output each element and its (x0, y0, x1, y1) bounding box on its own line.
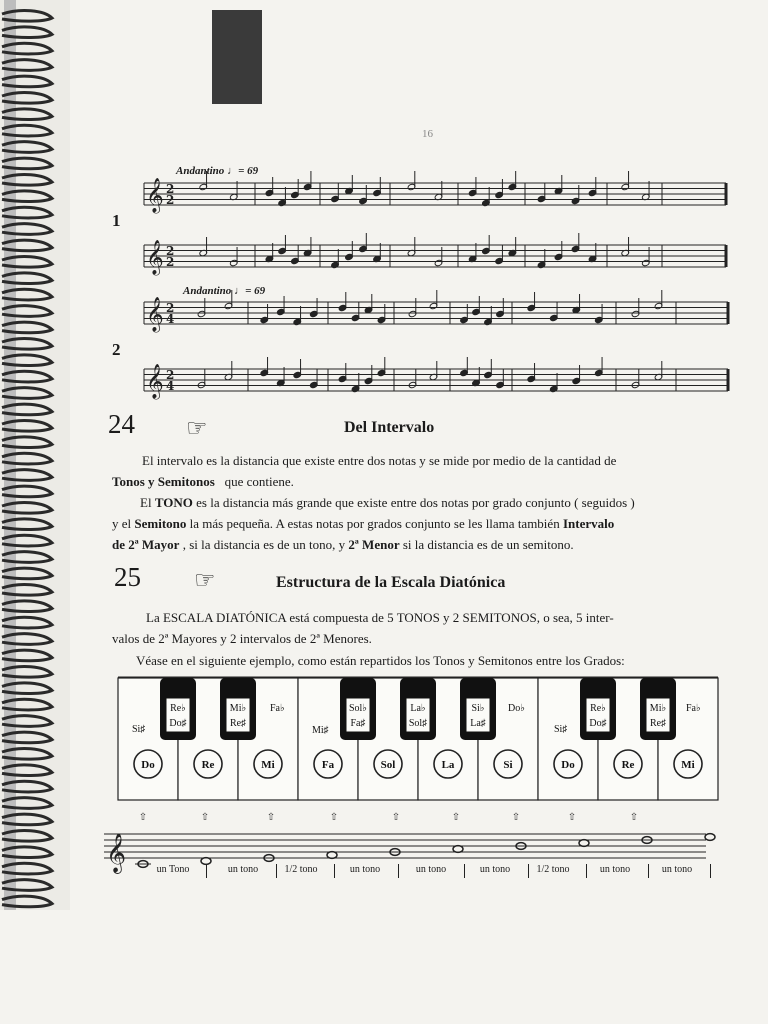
time-signature: 4 (166, 379, 175, 393)
svg-text:Do♯: Do♯ (589, 718, 607, 729)
tempo-marking-2: Andantino ♩= 69 (183, 285, 266, 297)
section-24-title: Del Intervalo (344, 419, 435, 436)
enharmonic-label: Si♯ (554, 724, 568, 735)
interval-labels (140, 864, 708, 884)
white-key-label: Mi (681, 759, 695, 771)
section-25-paragraph-1: La ESCALA DIATÓNICA está compuesta de 5 TONOS y 2 SEMITONOS, o sea, 5 inter- valos de 2ª Mayores y 2 intervalos de 2ª Menores. (112, 610, 614, 646)
time-signature: 4 (166, 312, 175, 326)
svg-text:Re♯: Re♯ (649, 718, 667, 729)
black-key (460, 678, 496, 740)
svg-text:Mi♭: Mi♭ (229, 703, 247, 714)
section-25-number: 25 (114, 562, 141, 592)
pointing-hand-icon: ☞ (194, 568, 216, 594)
white-key-label: Do (141, 759, 155, 771)
pointing-hand-icon: ☞ (186, 416, 208, 442)
time-signature: 2 (166, 255, 175, 269)
interval-label: 1/2 tono (536, 864, 570, 875)
svg-text:La♯: La♯ (470, 718, 486, 729)
enharmonic-label: Si♯ (132, 724, 146, 735)
svg-text:Fa♯: Fa♯ (350, 718, 366, 729)
exercise-number-2: 2 (112, 340, 121, 359)
enharmonic-label: Fa♭ (270, 703, 285, 714)
section-24-paragraph-2: El TONO es la distancia más grande que existe entre dos notas por grado conjunto ( seguidos ) y el Semitono la más pequeña. A estas notas por grados conjunto se les llama también Intervalo de 2ª Mayor , si la distancia es de un tono, y 2ª Menor si la distancia es de un semitono. (112, 495, 635, 552)
white-key-label: Re (621, 759, 635, 771)
white-key-label: Fa (321, 759, 335, 771)
up-arrow-icon: ⇧ (266, 812, 276, 823)
exercise-number-1: 1 (112, 211, 121, 230)
black-key (340, 678, 376, 740)
interval-separator (206, 864, 207, 878)
scale-note (705, 834, 715, 841)
up-arrow-icon: ⇧ (451, 812, 461, 823)
treble-clef-icon: 𝄞 (146, 240, 164, 275)
enharmonic-label: Mi♯ (312, 725, 329, 736)
scale-note (327, 852, 337, 859)
interval-separator (464, 864, 465, 878)
interval-separator (334, 864, 335, 878)
treble-clef-icon: 𝄞 (146, 364, 164, 399)
time-signature: 2 (166, 301, 175, 315)
tempo-marking-1: Andantino ♩= 69 (176, 165, 259, 177)
interval-label: 1/2 tono (284, 864, 318, 875)
interval-label: un tono (227, 864, 259, 875)
svg-text:Sol♭: Sol♭ (348, 703, 368, 714)
interval-label: un Tono (156, 864, 190, 875)
interval-label: un tono (661, 864, 693, 875)
interval-label: un tono (599, 864, 631, 875)
up-arrow-icon: ⇧ (511, 812, 521, 823)
section-24-number: 24 (108, 409, 135, 439)
svg-text:Mi♭: Mi♭ (649, 703, 667, 714)
svg-text:Do♯: Do♯ (169, 718, 187, 729)
treble-clef-icon: 𝄞 (146, 178, 164, 213)
white-key-label: Do (561, 759, 575, 771)
scale-note (579, 840, 589, 847)
svg-text:Sol♯: Sol♯ (408, 718, 428, 729)
section-25-paragraph-2: Véase en el siguiente ejemplo, como están repartidos los Tonos y Semitonos entre los Grados: (136, 653, 625, 668)
svg-text:La♭: La♭ (410, 703, 426, 714)
black-key (580, 678, 616, 740)
up-arrow-icon: ⇧ (138, 812, 148, 823)
page-number: 16 (422, 128, 433, 140)
interval-separator (710, 864, 711, 878)
up-arrow-icon: ⇧ (329, 812, 339, 823)
up-arrow-icon: ⇧ (629, 812, 639, 823)
up-arrow-icon: ⇧ (200, 812, 210, 823)
time-signature: 2 (166, 244, 175, 258)
time-signature: 2 (166, 193, 175, 207)
white-key-label: Si (503, 759, 513, 771)
up-arrow-icon: ⇧ (567, 812, 577, 823)
white-key-label: La (441, 759, 455, 771)
white-key-label: Sol (380, 759, 396, 771)
svg-text:Re♭: Re♭ (590, 703, 606, 714)
up-arrow-icon: ⇧ (391, 812, 401, 823)
black-key (640, 678, 676, 740)
svg-text:Re♭: Re♭ (170, 703, 186, 714)
svg-text:Re♯: Re♯ (229, 718, 247, 729)
interval-label: un tono (479, 864, 511, 875)
svg-text:Si♭: Si♭ (471, 703, 485, 714)
white-key-label: Mi (261, 759, 275, 771)
treble-clef-icon: 𝄞 (106, 833, 127, 873)
interval-label: un tono (415, 864, 447, 875)
interval-separator (398, 864, 399, 878)
time-signature: 2 (166, 368, 175, 382)
treble-clef-icon: 𝄞 (146, 297, 164, 332)
enharmonic-label: Fa♭ (686, 703, 701, 714)
white-key-label: Re (201, 759, 215, 771)
time-signature: 2 (166, 182, 175, 196)
scale-note (453, 846, 463, 853)
section-25-title: Estructura de la Escala Diatónica (276, 574, 506, 591)
black-key (220, 678, 256, 740)
section-24-paragraph-1: El intervalo es la distancia que existe entre dos notas y se mide por medio de la cantidad de Tonos y Semitonos que contiene. (112, 453, 617, 489)
black-key (400, 678, 436, 740)
enharmonic-label: Do♭ (508, 703, 525, 714)
black-key (160, 678, 196, 740)
interval-label: un tono (349, 864, 381, 875)
